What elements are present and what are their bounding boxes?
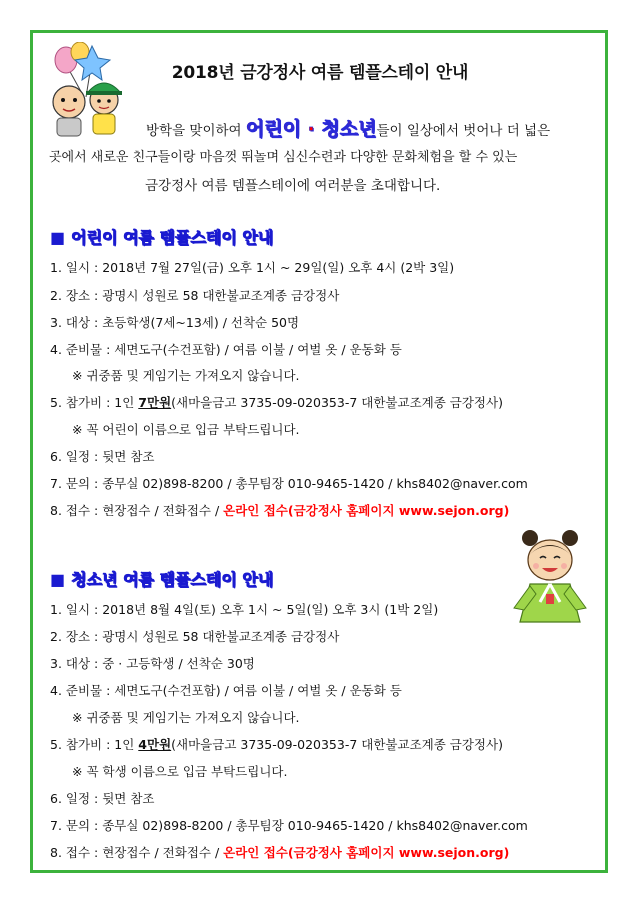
teens-fee-label: 5. 참가비 : 1인 (50, 737, 139, 752)
kids-item-fee (50, 393, 503, 411)
teens-note-valuables: ※ 귀중품 및 게임기는 가져오지 않습니다. (72, 710, 300, 725)
kids-item-date: 1. 일시 : 2018년 7월 27일(금) 오후 1시 ~ 29일(일) 오후 4시 (2박 3일) (50, 260, 455, 275)
teens-item-registration (50, 843, 509, 861)
intro-line-3: 금강정사 여름 템플스테이에 여러분을 초대합니다. (145, 178, 441, 194)
heading-square-marker: ■ (50, 228, 66, 247)
teens-item-fee (50, 735, 503, 753)
kids-item-supplies: 4. 준비물 : 세면도구(수건포함) / 여름 이불 / 여벌 옷 / 운동화 등 (50, 342, 402, 357)
teens-heading-text: 청소년 여름 템플스테이 안내 (71, 570, 274, 589)
kids-registration-label: 8. 접수 : 현장접수 / 전화접수 / (50, 503, 224, 518)
teens-item-target: 3. 대상 : 중 · 고등학생 / 선착순 30명 (50, 656, 255, 671)
kids-fee-account: (새마을금고 3735-09-020353-7 대한불교조계종 금강정사) (171, 395, 503, 410)
kids-section-heading (50, 225, 273, 248)
teens-item-date: 1. 일시 : 2018년 8월 4일(토) 오후 1시 ~ 5일(일) 오후 3시 (1박 2일) (50, 602, 439, 617)
smiling-child-in-hanbok-illustration (510, 528, 590, 626)
teens-online-registration: 온라인 접수(금강정사 홈페이지 www.sejon.org) (223, 845, 510, 860)
intro-line-1-post: 들이 일상에서 벗어나 더 넓은 (376, 123, 551, 139)
kids-heading-text: 어린이 여름 템플스테이 안내 (71, 228, 274, 247)
intro-highlight: 어린이 · 청소년 (245, 118, 377, 140)
teens-item-contact: 7. 문의 : 종무실 02)898-8200 / 총무팀장 010-9465-1420 / khs8402@naver.com (50, 818, 528, 833)
teens-fee-account: (새마을금고 3735-09-020353-7 대한불교조계종 금강정사) (171, 737, 503, 752)
teens-note-deposit: ※ 꼭 학생 이름으로 입금 부탁드립니다. (72, 764, 288, 779)
kids-online-registration: 온라인 접수(금강정사 홈페이지 www.sejon.org) (223, 503, 510, 518)
teens-item-place: 2. 장소 : 광명시 성원로 58 대한불교조계종 금강정사 (50, 629, 340, 644)
teens-item-supplies: 4. 준비물 : 세면도구(수건포함) / 여름 이불 / 여벌 옷 / 운동화 등 (50, 683, 402, 698)
kids-note-deposit: ※ 꼭 어린이 이름으로 입금 부탁드립니다. (72, 422, 300, 437)
kids-item-contact: 7. 문의 : 종무실 02)898-8200 / 총무팀장 010-9465-1420 / khs8402@naver.com (50, 476, 528, 491)
page-title: 2018년 금강정사 여름 템플스테이 안내 (171, 63, 469, 83)
heading-square-marker: ■ (50, 570, 66, 589)
kids-item-target: 3. 대상 : 초등학생(7세~13세) / 선착순 50명 (50, 315, 300, 330)
teens-section-heading (50, 567, 273, 590)
intro-line-1-pre: 방학을 맞이하여 (146, 123, 246, 139)
intro-line-2: 곳에서 새로운 친구들이랑 마음껏 뛰놀며 심신수련과 다양한 문화체험을 할 수 있는 (49, 150, 518, 165)
teens-fee-price: 4만원 (138, 737, 172, 752)
kids-note-valuables: ※ 귀중품 및 게임기는 가져오지 않습니다. (72, 368, 300, 383)
intro-line-1 (146, 114, 550, 141)
kids-item-place: 2. 장소 : 광명시 성원로 58 대한불교조계종 금강정사 (50, 288, 340, 303)
teens-item-schedule: 6. 일정 : 뒷면 참조 (50, 791, 155, 806)
kids-fee-price: 7만원 (138, 395, 172, 410)
teens-registration-label: 8. 접수 : 현장접수 / 전화접수 / (50, 845, 224, 860)
kids-item-registration (50, 501, 509, 519)
kids-item-schedule: 6. 일정 : 뒷면 참조 (50, 449, 155, 464)
kids-fee-label: 5. 참가비 : 1인 (50, 395, 139, 410)
kids-with-balloons-illustration (42, 42, 142, 138)
